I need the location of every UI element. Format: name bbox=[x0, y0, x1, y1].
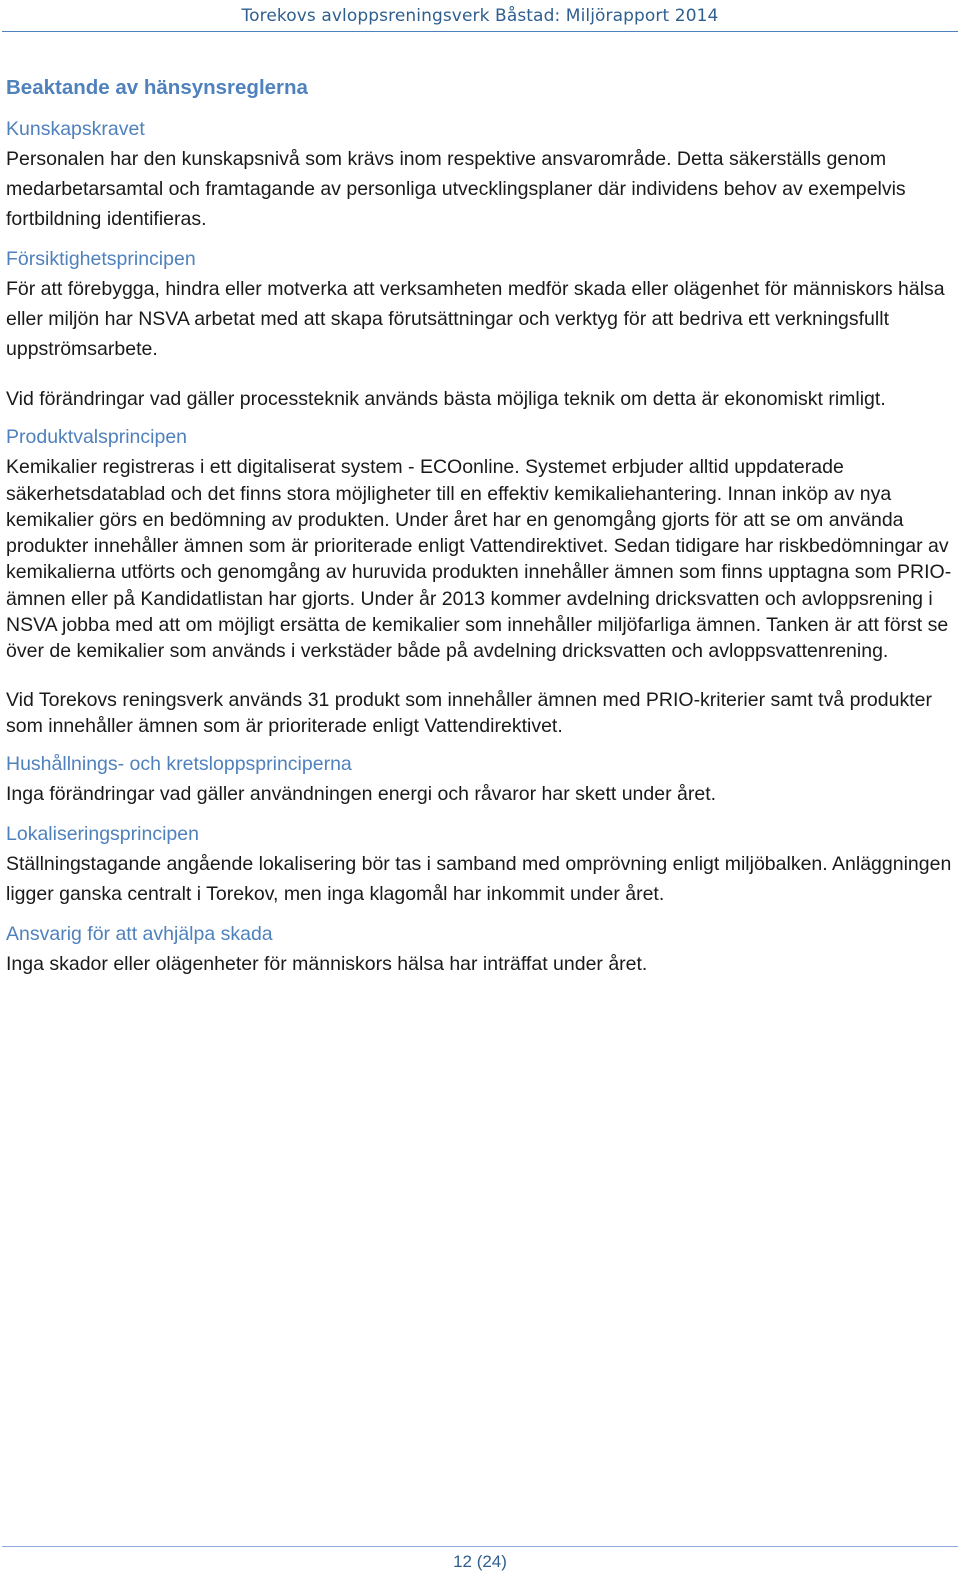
paragraph: Ställningstagande angående lokalisering bör tas i samband med omprövning enligt miljöbalken. Anläggningen ligger ganska centralt i Torekov, men inga klagomål har inkommit under året. bbox=[6, 853, 952, 906]
page-content bbox=[6, 75, 952, 979]
paragraph: Inga skador eller olägenheter för människors hälsa har inträffat under året. bbox=[6, 953, 648, 976]
spacer bbox=[6, 234, 952, 244]
spacer bbox=[6, 665, 952, 687]
spacer bbox=[6, 364, 952, 386]
subheading-lokaliseringsprincipen: Lokaliseringsprincipen bbox=[6, 823, 199, 846]
spacer bbox=[6, 809, 952, 819]
paragraph: För att förebygga, hindra eller motverka att verksamheten medför skada eller olägenhet för människors hälsa eller miljön har NSVA arbetat med att skapa förutsättningar och verktyg för att bedriva ett verkningsfullt uppströmsarbete. bbox=[6, 278, 945, 360]
paragraph: Personalen har den kunskapsnivå som krävs inom respektive ansvarområde. Detta säkerställs genom medarbetarsamtal och framtagande av personliga utvecklingsplaner där individens behov av exempelvis fortbildning identifieras. bbox=[6, 148, 906, 230]
page-footer bbox=[0, 1546, 960, 1589]
spacer bbox=[6, 412, 952, 422]
footer-divider bbox=[2, 1546, 958, 1547]
subheading-produktvalsprincipen: Produktvalsprincipen bbox=[6, 426, 188, 449]
paragraph: Kemikalier registreras i ett digitaliserat system - ECOonline. Systemet erbjuder alltid uppdaterade säkerhetsdatablad och det finns stora möjligheter till en effektiv kemikaliehantering. Innan inköp av nya kemikalier görs en bedömning av produkten. Under året har en genomgång gjorts för att se om använda produkter innehåller ämnen som är prioriterade enligt Vattendirektivet. Sedan tidigare har riskbedömningar av kemikalierna utförts och genomgång av huruvida produkten innehåller ämnen som finns upptagna som PRIO-ämnen eller på Kandidatlistan har gjorts. Under år 2013 kommer avdelning dricksvatten och avloppsrening i NSVA jobba med att om möjligt ersätta de kemikalier som innehåller miljöfarliga ämnen. Tanken är att först se över de kemikalier som används i verkstäder både på avdelning dricksvatten och avloppsvattenrening. bbox=[6, 456, 952, 663]
subheading-hushallnings-och-kretsloppsprinciperna: Hushållnings- och kretsloppsprinciperna bbox=[6, 753, 352, 776]
paragraph: Vid förändringar vad gäller processteknik används bästa möjliga teknik om detta är ekonomiskt rimligt. bbox=[6, 388, 886, 410]
document-title: Torekovs avloppsreningsverk Båstad: Miljörapport 2014 bbox=[241, 6, 719, 26]
subheading-kunskapskravet: Kunskapskravet bbox=[6, 118, 145, 140]
paragraph: Vid Torekovs reningsverk används 31 produkt som innehåller ämnen med PRIO-kriterier samt två produkter som innehåller ämnen som är prioriterade enligt Vattendirektivet. bbox=[6, 688, 932, 737]
header-divider bbox=[2, 31, 958, 32]
subheading-forsiktighetsprincipen: Försiktighetsprincipen bbox=[6, 248, 196, 270]
spacer bbox=[6, 909, 952, 919]
section-heading: Beaktande av hänsynsreglerna bbox=[6, 76, 308, 99]
paragraph: Inga förändringar vad gäller användningen energi och råvaror har skett under året. bbox=[6, 783, 717, 806]
page-number: 12 (24) bbox=[453, 1552, 507, 1571]
page-header bbox=[0, 0, 960, 32]
subheading-ansvarig-for-att-avhjalpa-skada: Ansvarig för att avhjälpa skada bbox=[6, 923, 273, 946]
spacer bbox=[6, 739, 952, 749]
